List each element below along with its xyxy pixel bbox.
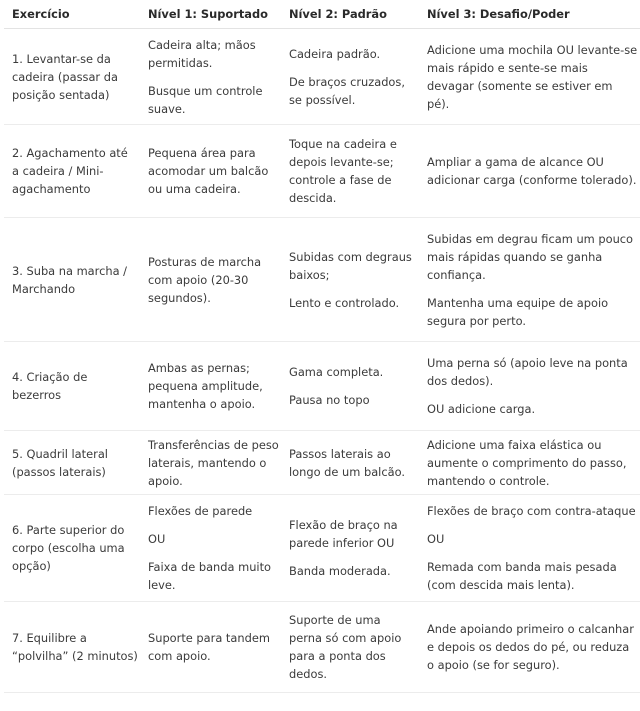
header-exercise: Exercício (4, 0, 140, 29)
level3-cell: Flexões de braço com contra-ataque OU Remada com banda mais pesada (com descida mais lenta). (419, 495, 640, 602)
exercise-cell: 7. Equilibre a “polvilha” (2 minutos) (4, 602, 140, 693)
table-row (4, 342, 640, 431)
level1-cell: Pequena área para acomodar um balcão ou uma cadeira. (140, 125, 281, 218)
exercise-cell: 4. Criação de bezerros (4, 342, 140, 431)
level3-cell: Adicione uma faixa elástica ou aumente o comprimento do passo, mantendo o controle. (419, 431, 640, 495)
exercise-cell: 2. Agachamento até a cadeira / Mini-agachamento (4, 125, 140, 218)
level1-cell: Cadeira alta; mãos permitidas. Busque um controle suave. (140, 29, 281, 125)
header-level-2: Nível 2: Padrão (281, 0, 419, 29)
level1-cell: Transferências de peso laterais, mantendo o apoio. (140, 431, 281, 495)
exercise-cell: 1. Levantar-se da cadeira (passar da posição sentada) (4, 29, 140, 125)
level3-cell: Subidas em degrau ficam um pouco mais rápidas quando se ganha confiança. Mantenha uma equipe de apoio segura por perto. (419, 218, 640, 342)
table-row (4, 29, 640, 125)
header-level-1: Nível 1: Suportado (140, 0, 281, 29)
level3-cell: Ande apoiando primeiro o calcanhar e depois os dedos do pé, ou reduza o apoio (se for seguro). (419, 602, 640, 693)
table-row (4, 218, 640, 342)
table-row (4, 602, 640, 693)
exercise-levels-table (4, 0, 640, 693)
level2-cell: Flexão de braço na parede inferior OU Banda moderada. (281, 495, 419, 602)
exercise-cell: 3. Suba na marcha / Marchando (4, 218, 140, 342)
level2-cell: Subidas com degraus baixos; Lento e controlado. (281, 218, 419, 342)
level3-cell: Adicione uma mochila OU levante-se mais rápido e sente-se mais devagar (somente se estiver em pé). (419, 29, 640, 125)
table-header-row (4, 0, 640, 29)
level3-cell: Ampliar a gama de alcance OU adicionar carga (conforme tolerado). (419, 125, 640, 218)
level2-cell: Passos laterais ao longo de um balcão. (281, 431, 419, 495)
level1-cell: Posturas de marcha com apoio (20-30 segundos). (140, 218, 281, 342)
level3-cell: Uma perna só (apoio leve na ponta dos dedos). OU adicione carga. (419, 342, 640, 431)
exercise-cell: 5. Quadril lateral (passos laterais) (4, 431, 140, 495)
table-row (4, 495, 640, 602)
level2-cell: Suporte de uma perna só com apoio para a ponta dos dedos. (281, 602, 419, 693)
exercise-cell: 6. Parte superior do corpo (escolha uma opção) (4, 495, 140, 602)
level1-cell: Ambas as pernas; pequena amplitude, mantenha o apoio. (140, 342, 281, 431)
level2-cell: Cadeira padrão. De braços cruzados, se possível. (281, 29, 419, 125)
header-level-3: Nível 3: Desafio/Poder (419, 0, 640, 29)
table-row (4, 431, 640, 495)
level1-cell: Suporte para tandem com apoio. (140, 602, 281, 693)
level2-cell: Gama completa. Pausa no topo (281, 342, 419, 431)
level1-cell: Flexões de parede OU Faixa de banda muito leve. (140, 495, 281, 602)
level2-cell: Toque na cadeira e depois levante-se; controle a fase de descida. (281, 125, 419, 218)
table-row (4, 125, 640, 218)
